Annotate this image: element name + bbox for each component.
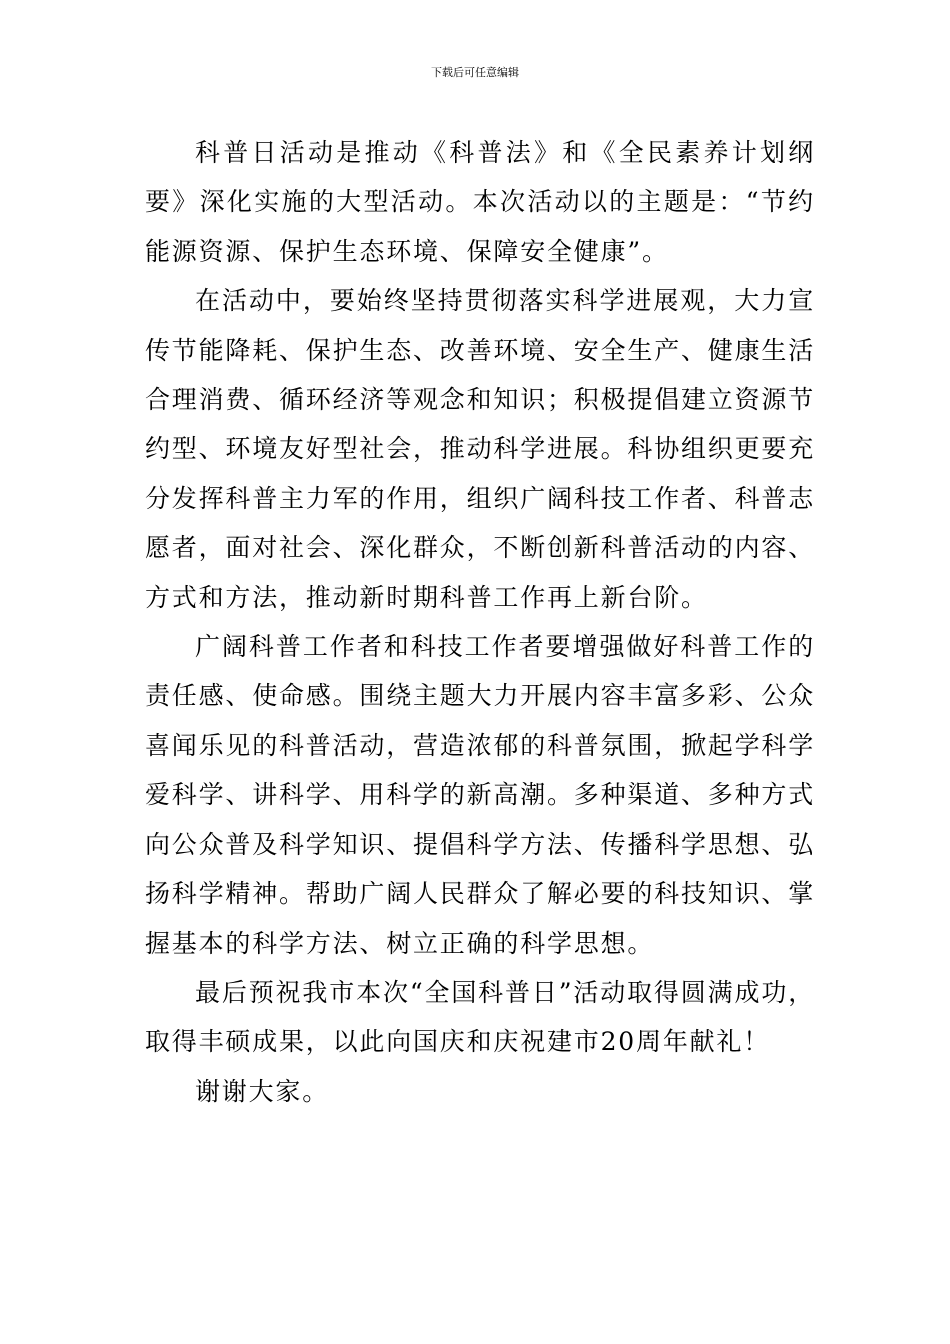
document-body xyxy=(145,128,815,1116)
paragraph-closing-wish: 最后预祝我市本次“全国科普日”活动取得圆满成功，取得丰硕成果，以此向国庆和庆祝建市20周年献礼！ xyxy=(145,977,815,1057)
paragraph-activity: 在活动中，要始终坚持贯彻落实科学进展观，大力宣传节能降耗、保护生态、改善环境、安全生产、健康生活合理消费、循环经济等观念和知识；积极提倡建立资源节约型、环境友好型社会，推动科学进展。科协组织更要充分发挥科普主力军的作用，组织广阔科技工作者、科普志愿者，面对社会、深化群众，不断创新科普活动的内容、方式和方法，推动新时期科普工作再上新台阶。 xyxy=(145,286,816,612)
paragraph-thanks: 谢谢大家。 xyxy=(195,1076,330,1106)
header-note: 下载后可任意编辑 xyxy=(431,66,519,79)
paragraph-workers: 广阔科普工作者和科技工作者要增强做好科普工作的责任感、使命感。围绕主题大力开展内容丰富多彩、公众喜闻乐见的科普活动，营造浓郁的科普氛围，掀起学科学爱科学、讲科学、用科学的新高潮。多种渠道、多种方式向公众普及科学知识、提倡科学方法、传播科学思想、弘扬科学精神。帮助广阔人民群众了解必要的科技知识、掌握基本的科学方法、树立正确的科学思想。 xyxy=(145,632,816,958)
paragraph-intro: 科普日活动是推动《科普法》和《全民素养计划纲要》深化实施的大型活动。本次活动以的主题是：“节约能源资源、保护生态环境、保障安全健康”。 xyxy=(145,138,815,266)
